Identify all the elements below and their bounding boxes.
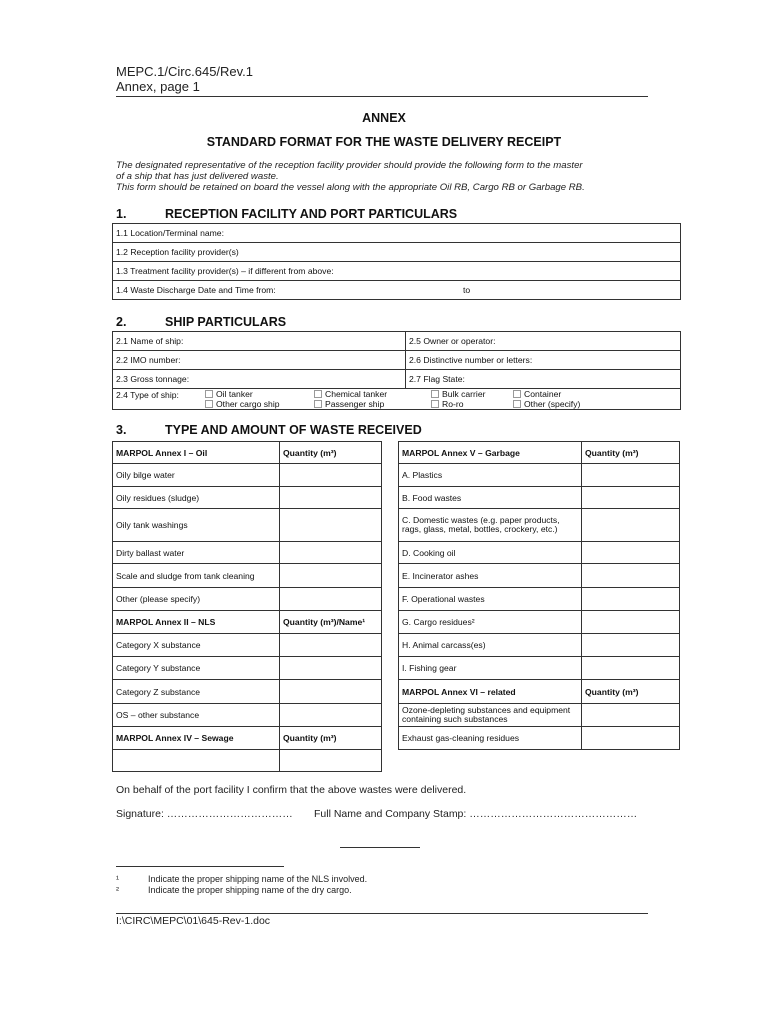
ship-particulars-table (112, 331, 681, 410)
to-label: to (463, 285, 471, 295)
imo-number-field[interactable]: 2.2 IMO number: (113, 351, 406, 370)
checkbox-icon (205, 390, 213, 398)
waste-label: A. Plastics (399, 464, 582, 487)
quantity-header: Quantity (m³) (280, 727, 382, 750)
ship-type-label: 2.4 Type of ship: (116, 390, 179, 400)
annex-title: ANNEX (362, 111, 406, 125)
waste-label: Scale and sludge from tank cleaning (113, 564, 280, 588)
ship-type-bulk-carrier[interactable]: Bulk carrier (431, 389, 485, 399)
intro-text: The designated representative of the reception facility provider should provide the following form to the master of a ship that has just delivered waste. This form should be retained on board the vessel along with the appropriate Oil RB, Cargo RB or Garbage RB. (116, 160, 585, 193)
quantity-input[interactable] (582, 657, 680, 680)
footnote-rule (116, 866, 284, 867)
quantity-input[interactable] (280, 680, 382, 704)
form-title: STANDARD FORMAT FOR THE WASTE DELIVERY RECEIPT (206, 135, 562, 149)
quantity-input[interactable] (582, 634, 680, 657)
waste-label: I. Fishing gear (399, 657, 582, 680)
annex-ii-header: MARPOL Annex II – NLS (113, 611, 280, 634)
section-3-title: TYPE AND AMOUNT OF WASTE RECEIVED (165, 423, 422, 437)
quantity-input[interactable] (280, 509, 382, 542)
footnote-2-mark: ² (116, 885, 119, 895)
quantity-input[interactable] (582, 588, 680, 611)
section-2-number: 2. (116, 315, 127, 329)
quantity-input[interactable] (582, 704, 680, 727)
ship-type-oil-tanker[interactable]: Oil tanker (205, 389, 253, 399)
discharge-date-field[interactable]: 1.4 Waste Discharge Date and Time from: to (113, 281, 681, 300)
port-particulars-table (112, 223, 681, 300)
owner-field[interactable]: 2.5 Owner or operator: (406, 332, 681, 351)
annex-i-header: MARPOL Annex I – Oil (113, 442, 280, 464)
waste-label: Other (please specify) (113, 588, 280, 611)
checkbox-icon (314, 400, 322, 408)
quantity-input[interactable] (582, 542, 680, 564)
ship-type-row (113, 389, 681, 410)
distinctive-number-field[interactable]: 2.6 Distinctive number or letters: (406, 351, 681, 370)
waste-label: Category X substance (113, 634, 280, 657)
quantity-header: Quantity (m³) (582, 680, 680, 704)
quantity-header: Quantity (m³) (582, 442, 680, 464)
treatment-provider-field[interactable]: 1.3 Treatment facility provider(s) – if different from above: (113, 262, 681, 281)
ship-type-chemical-tanker[interactable]: Chemical tanker (314, 389, 387, 399)
confirmation-text: On behalf of the port facility I confirm that the above wastes were delivered. (116, 784, 467, 796)
footer-rule (116, 913, 648, 914)
ship-type-ro-ro[interactable]: Ro-ro (431, 399, 464, 409)
ship-type-container[interactable]: Container (513, 389, 561, 399)
annex-v-header: MARPOL Annex V – Garbage (399, 442, 582, 464)
section-1-number: 1. (116, 207, 127, 221)
waste-label: Category Y substance (113, 657, 280, 680)
short-rule (340, 847, 420, 848)
quantity-input[interactable] (582, 509, 680, 542)
waste-label: H. Animal carcass(es) (399, 634, 582, 657)
waste-label: Oily residues (sludge) (113, 487, 280, 509)
quantity-input[interactable] (582, 487, 680, 509)
quantity-header: Quantity (m³) (280, 442, 382, 464)
doc-reference: MEPC.1/Circ.645/Rev.1 (116, 64, 254, 79)
company-stamp-field[interactable]: Full Name and Company Stamp: ………………………………………… (314, 808, 638, 820)
quantity-input[interactable] (582, 611, 680, 634)
flag-state-field[interactable]: 2.7 Flag State: (406, 370, 681, 389)
checkbox-icon (314, 390, 322, 398)
quantity-name-header: Quantity (m³)/Name¹ (280, 611, 382, 634)
provider-field[interactable]: 1.2 Reception facility provider(s) (113, 243, 681, 262)
signature-field[interactable]: Signature: ……………………………… (116, 808, 293, 820)
quantity-input[interactable] (280, 542, 382, 564)
quantity-input[interactable] (280, 750, 382, 772)
ship-type-passenger[interactable]: Passenger ship (314, 399, 384, 409)
annex-vi-header: MARPOL Annex VI – related (399, 680, 582, 704)
waste-label: Dirty ballast water (113, 542, 280, 564)
ship-type-other-cargo[interactable]: Other cargo ship (205, 399, 280, 409)
quantity-input[interactable] (582, 464, 680, 487)
section-2-title: SHIP PARTICULARS (165, 315, 287, 329)
quantity-input[interactable] (280, 657, 382, 680)
waste-label: Ozone-depleting substances and equipment containing such substances (399, 704, 582, 727)
waste-label: Exhaust gas-cleaning residues (399, 727, 582, 750)
waste-label: E. Incinerator ashes (399, 564, 582, 588)
ship-name-field[interactable]: 2.1 Name of ship: (113, 332, 406, 351)
quantity-input[interactable] (582, 727, 680, 750)
waste-label: Oily tank washings (113, 509, 280, 542)
section-1-title: RECEPTION FACILITY AND PORT PARTICULARS (165, 207, 458, 221)
waste-table-left (112, 441, 382, 772)
quantity-input[interactable] (280, 704, 382, 727)
quantity-input[interactable] (280, 634, 382, 657)
page-number: Annex, page 1 (116, 79, 200, 94)
waste-label: OS – other substance (113, 704, 280, 727)
waste-label: B. Food wastes (399, 487, 582, 509)
checkbox-icon (513, 390, 521, 398)
quantity-input[interactable] (280, 564, 382, 588)
footnote-1-mark: ¹ (116, 874, 119, 884)
location-field[interactable]: 1.1 Location/Terminal name: (113, 224, 681, 243)
checkbox-icon (431, 400, 439, 408)
waste-label: C. Domestic wastes (e.g. paper products, rags, glass, metal, bottles, crockery, etc.) (399, 509, 582, 542)
gross-tonnage-field[interactable]: 2.3 Gross tonnage: (113, 370, 406, 389)
checkbox-icon (431, 390, 439, 398)
section-3-number: 3. (116, 423, 127, 437)
footnote-1: Indicate the proper shipping name of the NLS involved. (148, 874, 368, 884)
file-path: I:\CIRC\MEPC\01\645-Rev-1.doc (116, 915, 271, 927)
checkbox-icon (513, 400, 521, 408)
waste-label: Category Z substance (113, 680, 280, 704)
header-rule (116, 96, 648, 97)
quantity-input[interactable] (280, 588, 382, 611)
waste-table-right (398, 441, 680, 750)
waste-label: G. Cargo residues² (399, 611, 582, 634)
quantity-input[interactable] (582, 564, 680, 588)
ship-type-other[interactable]: Other (specify) (513, 399, 580, 409)
waste-label: D. Cooking oil (399, 542, 582, 564)
quantity-input[interactable] (280, 464, 382, 487)
checkbox-icon (205, 400, 213, 408)
sewage-input[interactable] (113, 750, 280, 772)
annex-iv-header: MARPOL Annex IV – Sewage (113, 727, 280, 750)
quantity-input[interactable] (280, 487, 382, 509)
waste-label: Oily bilge water (113, 464, 280, 487)
waste-label: F. Operational wastes (399, 588, 582, 611)
footnote-2: Indicate the proper shipping name of the dry cargo. (148, 885, 352, 895)
